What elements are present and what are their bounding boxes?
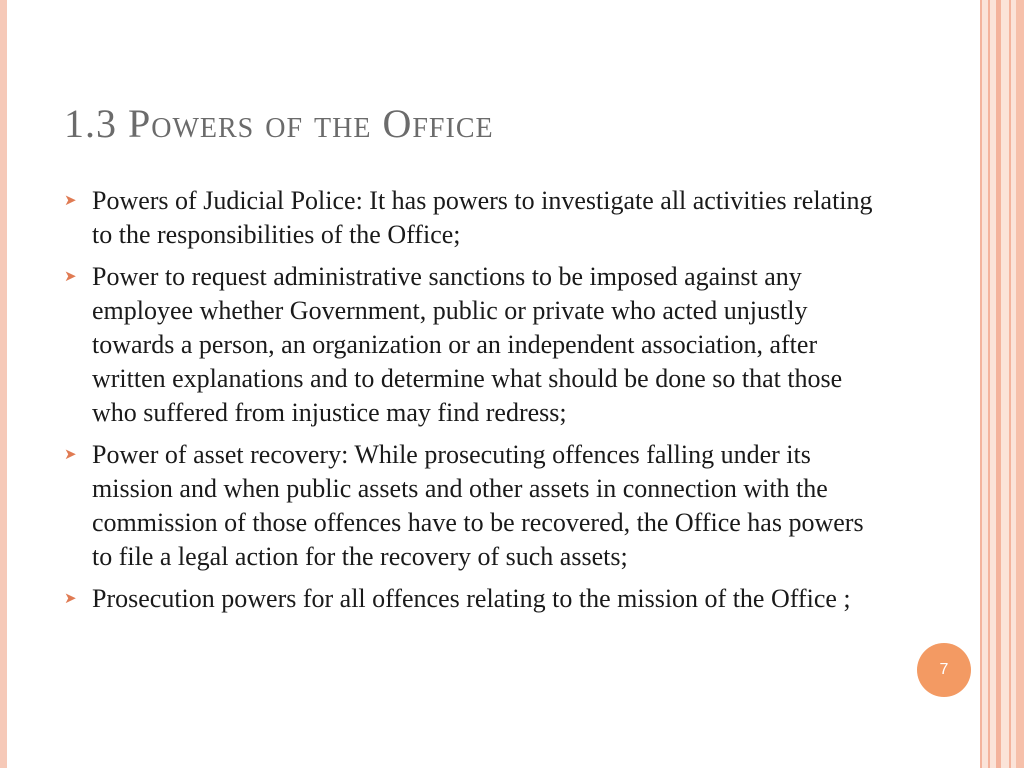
bullet-item — [64, 260, 884, 430]
arrowhead-bullet-icon: ➤ — [64, 193, 77, 209]
bullet-item — [64, 582, 884, 616]
bullet-item — [64, 438, 884, 574]
bullet-text: Powers of Judicial Police: It has powers to investigate all activities relating to the responsibilities of the Office; — [92, 186, 873, 249]
stripe-line — [988, 0, 990, 768]
arrowhead-bullet-icon: ➤ — [64, 591, 77, 607]
bullet-text: Prosecution powers for all offences relating to the mission of the Office ; — [92, 584, 851, 613]
right-stripe-decoration — [980, 0, 1024, 768]
stripe-line — [996, 0, 1001, 768]
bullet-text: Power of asset recovery: While prosecuting offences falling under its mission and when public assets and other assets in connection with the commission of those offences have to be recovered, the Office has powers to file a legal action for the recovery of such assets; — [92, 440, 864, 571]
left-border-decoration — [0, 0, 7, 768]
stripe-line — [980, 0, 982, 768]
slide-title: 1.3 Powers of the Office — [64, 101, 494, 146]
bullet-list — [64, 184, 884, 624]
stripe-line — [1009, 0, 1011, 768]
bullet-text: Power to request administrative sanctions to be imposed against any employee whether Government, public or private who acted unjustly towards a person, an organization or an independent association, after written explanations and to determine what should be done so that those who suffered from injustice may find redress; — [92, 262, 843, 427]
stripe-line — [1016, 0, 1024, 768]
arrowhead-bullet-icon: ➤ — [64, 269, 77, 285]
arrowhead-bullet-icon: ➤ — [64, 447, 77, 463]
bullet-item — [64, 184, 884, 252]
page-number-badge: 7 — [917, 643, 971, 697]
